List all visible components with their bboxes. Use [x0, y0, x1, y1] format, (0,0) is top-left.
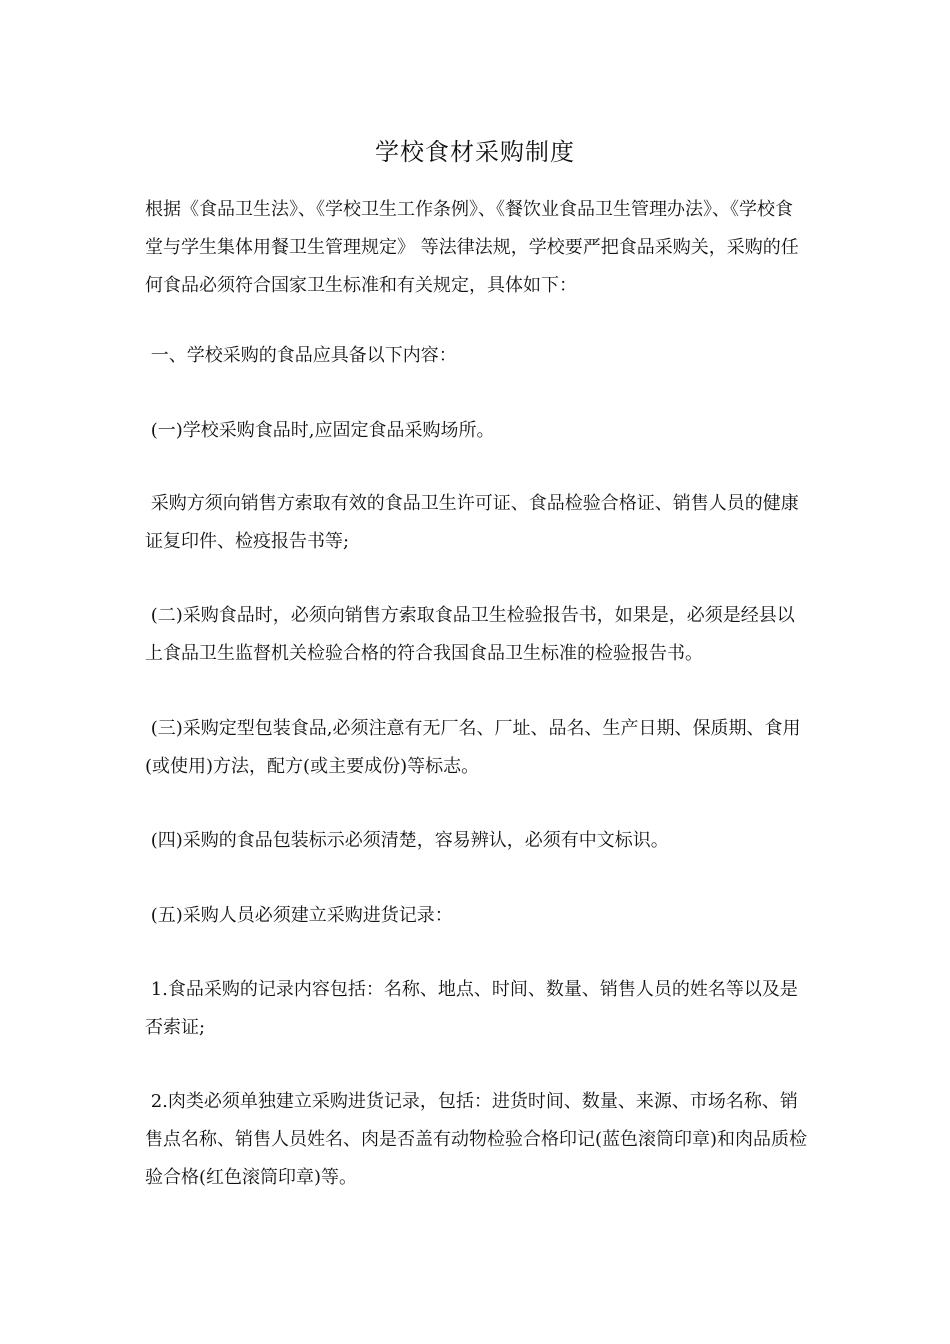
document-title: 学校食材采购制度 [375, 138, 575, 166]
record-rule-2-paragraph: 2.肉类必须单独建立采购进货记录，包括：进货时间、数量、来源、市场名称、销售点名称、销售人员姓名、肉是否盖有动物检验合格印记(蓝色滚筒印章)和肉品质检验合格(红色滚筒印章)等。 [145, 1091, 808, 1188]
section-heading-1: 一、学校采购的食品应具备以下内容： [145, 345, 457, 366]
intro-paragraph: 根据《食品卫生法》、《学校卫生工作条例》、《餐饮业食品卫生管理办法》、《学校食堂与学生集体用餐卫生管理规定》 等法律法规，学校要严把食品采购关，采购的任何食品必须符合国家卫生标准和有关规定，具体如下： [145, 199, 799, 296]
item-3-paragraph: (三)采购定型包装食品,必须注意有无厂名、厂址、品名、生产日期、保质期、食用(或使用)方法，配方(或主要成份)等标志。 [145, 718, 801, 777]
record-rule-1-paragraph: 1.食品采购的记录内容包括：名称、地点、时间、数量、销售人员的姓名等以及是否索证; [145, 979, 798, 1038]
item-2-paragraph: (二)采购食品时，必须向销售方索取食品卫生检验报告书，如果是，必须是经县以上食品卫生监督机关检验合格的符合我国食品卫生标准的检验报告书。 [145, 605, 795, 664]
item-1-detail-paragraph: 采购方须向销售方索取有效的食品卫生许可证、食品检验合格证、销售人员的健康证复印件、检疫报告书等; [145, 493, 799, 552]
item-4-paragraph: (四)采购的食品包装标示必须清楚，容易辨认，必须有中文标识。 [145, 830, 669, 851]
item-1-paragraph: (一)学校采购食品时,应固定食品采购场所。 [145, 420, 495, 441]
item-5-paragraph: (五)采购人员必须建立采购进货记录： [145, 905, 453, 926]
